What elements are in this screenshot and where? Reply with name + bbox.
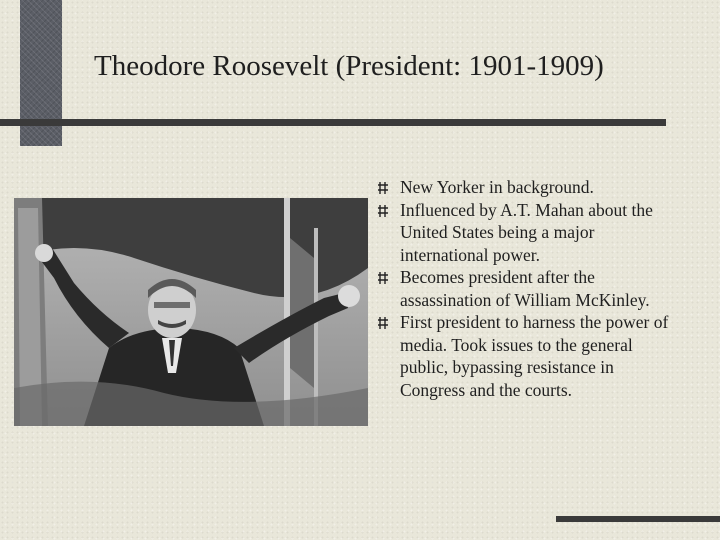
list-item bbox=[378, 176, 678, 199]
bullet-text: New Yorker in background. bbox=[400, 177, 594, 197]
crossed-square-icon bbox=[378, 182, 390, 194]
list-item bbox=[378, 266, 678, 311]
crossed-square-icon bbox=[378, 205, 390, 217]
slide-title: Theodore Roosevelt (President: 1901-1909) bbox=[94, 50, 604, 82]
roosevelt-photo bbox=[14, 198, 368, 426]
crossed-square-icon bbox=[378, 272, 390, 284]
list-item bbox=[378, 199, 678, 267]
bullet-text: Influenced by A.T. Mahan about the United States being a major international power. bbox=[400, 199, 653, 265]
list-item bbox=[378, 311, 678, 401]
crossed-square-icon bbox=[378, 317, 390, 329]
footer-rule bbox=[556, 516, 720, 522]
roosevelt-photo-drawing bbox=[14, 198, 368, 426]
title-divider-rule bbox=[0, 119, 666, 126]
bullet-list bbox=[378, 176, 678, 401]
bullet-text: First president to harness the power of media. Took issues to the general public, bypassing resistance in Congress and the courts. bbox=[400, 312, 669, 400]
bullet-text: Becomes president after the assassination of William McKinley. bbox=[400, 267, 650, 310]
